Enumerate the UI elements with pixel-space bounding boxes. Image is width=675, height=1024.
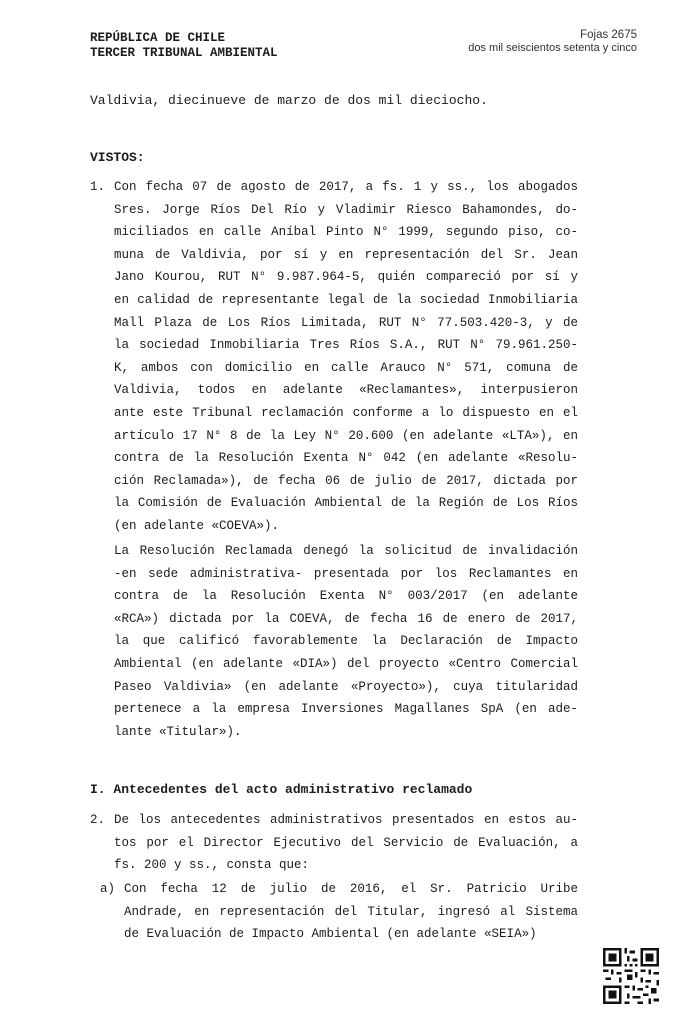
section-number: I. (90, 782, 106, 797)
text-line: lante «Titular»). (114, 724, 242, 739)
vistos-heading: VISTOS: (90, 150, 145, 165)
text-line: la sociedad Inmobiliaria Tres Ríos S.A., RUT N° 79.961.250- (114, 338, 578, 353)
text-line: tos por el Director Ejecutivo del Servicio de Evaluación, a (114, 835, 578, 850)
qr-code-icon (603, 948, 659, 1004)
date-line: Valdivia, diecinueve de marzo de dos mil dieciocho. (90, 93, 488, 108)
text-line: contra de la Resolución Exenta N° 042 (en adelante «Resolu- (114, 451, 578, 466)
folio-number: Fojas 2675 (580, 29, 637, 41)
paragraph-1-continued (114, 540, 578, 743)
paragraph-number: 2. (90, 813, 106, 827)
text-line: Mall Plaza de Los Ríos Limitada, RUT N° 77.503.420-3, y de (114, 315, 578, 330)
text-line: Andrade, en representación del Titular, ingresó al Sistema (124, 904, 578, 919)
text-line: De los antecedentes administrativos presentados en estos au- (114, 813, 578, 827)
text-line: fs. 200 y ss., consta que: (114, 858, 310, 873)
text-line: -en sede administrativa- presentada por los Reclamantes en (114, 566, 578, 581)
subparagraph-letter: a) (100, 882, 116, 896)
text-line: en calidad de representante legal de la sociedad Inmobiliaria (114, 292, 578, 307)
paragraph-2 (114, 809, 578, 877)
section-title: Antecedentes del acto administrativo reclamado (113, 782, 473, 797)
folio-words: dos mil seiscientos setenta y cinco (468, 42, 637, 54)
text-line: la Comisión de Evaluación Ambiental de la Región de Los Ríos (114, 496, 578, 511)
text-line: miciliados en calle Aníbal Pinto N° 1999, segundo piso, co- (114, 225, 578, 240)
folio-stamp (468, 29, 637, 55)
text-line: «RCA») dictada por la COEVA, de fecha 16 de enero de 2017, (114, 611, 578, 626)
text-line: (en adelante «COEVA»). (114, 518, 280, 533)
text-line: ción Reclamada»), de fecha 06 de julio de 2017, dictada por (114, 473, 578, 488)
text-line: Con fecha 07 de agosto de 2017, a fs. 1 y ss., los abogados (114, 180, 578, 194)
text-line: la que calificó favorablemente la Declaración de Impacto (114, 634, 578, 649)
court-header (90, 31, 278, 61)
text-line: Con fecha 12 de julio de 2016, el Sr. Patricio Uribe (124, 882, 578, 896)
text-line: Paseo Valdivia» (en adelante «Proyecto»), cuya titularidad (114, 679, 578, 694)
paragraph-number: 1. (90, 180, 106, 194)
country-heading: REPÚBLICA DE CHILE (90, 31, 226, 45)
text-line: La Resolución Reclamada denegó la solicitud de invalidación (114, 544, 578, 558)
text-line: contra de la Resolución Exenta N° 003/2017 (en adelante (114, 589, 578, 604)
text-line: Ambiental (en adelante «DIA») del proyecto «Centro Comercial (114, 656, 578, 671)
court-name-heading: TERCER TRIBUNAL AMBIENTAL (90, 46, 278, 60)
text-line: pertenece a la empresa Inversiones Magallanes SpA (en ade- (114, 702, 578, 717)
text-line: muna de Valdivia, por sí y en representación del Sr. Jean (114, 247, 578, 262)
text-line: ante este Tribunal reclamación conforme a lo dispuesto en el (114, 405, 578, 420)
text-line: artículo 17 N° 8 de la Ley N° 20.600 (en adelante «LTA»), en (114, 428, 578, 443)
text-line: de Evaluación de Impacto Ambiental (en adelante «SEIA») (124, 927, 537, 942)
text-line: Valdivia, todos en adelante «Reclamantes», interpusieron (114, 383, 578, 398)
paragraph-1 (114, 176, 578, 538)
text-line: Jano Kourou, RUT N° 9.987.964-5, quién compareció por sí y (114, 270, 578, 285)
text-line: Sres. Jorge Ríos Del Río y Vladimir Riesco Bahamondes, do- (114, 202, 578, 217)
section-heading (90, 782, 472, 797)
subparagraph-a (124, 878, 578, 946)
text-line: K, ambos con domicilio en calle Arauco N° 571, comuna de (114, 360, 578, 375)
